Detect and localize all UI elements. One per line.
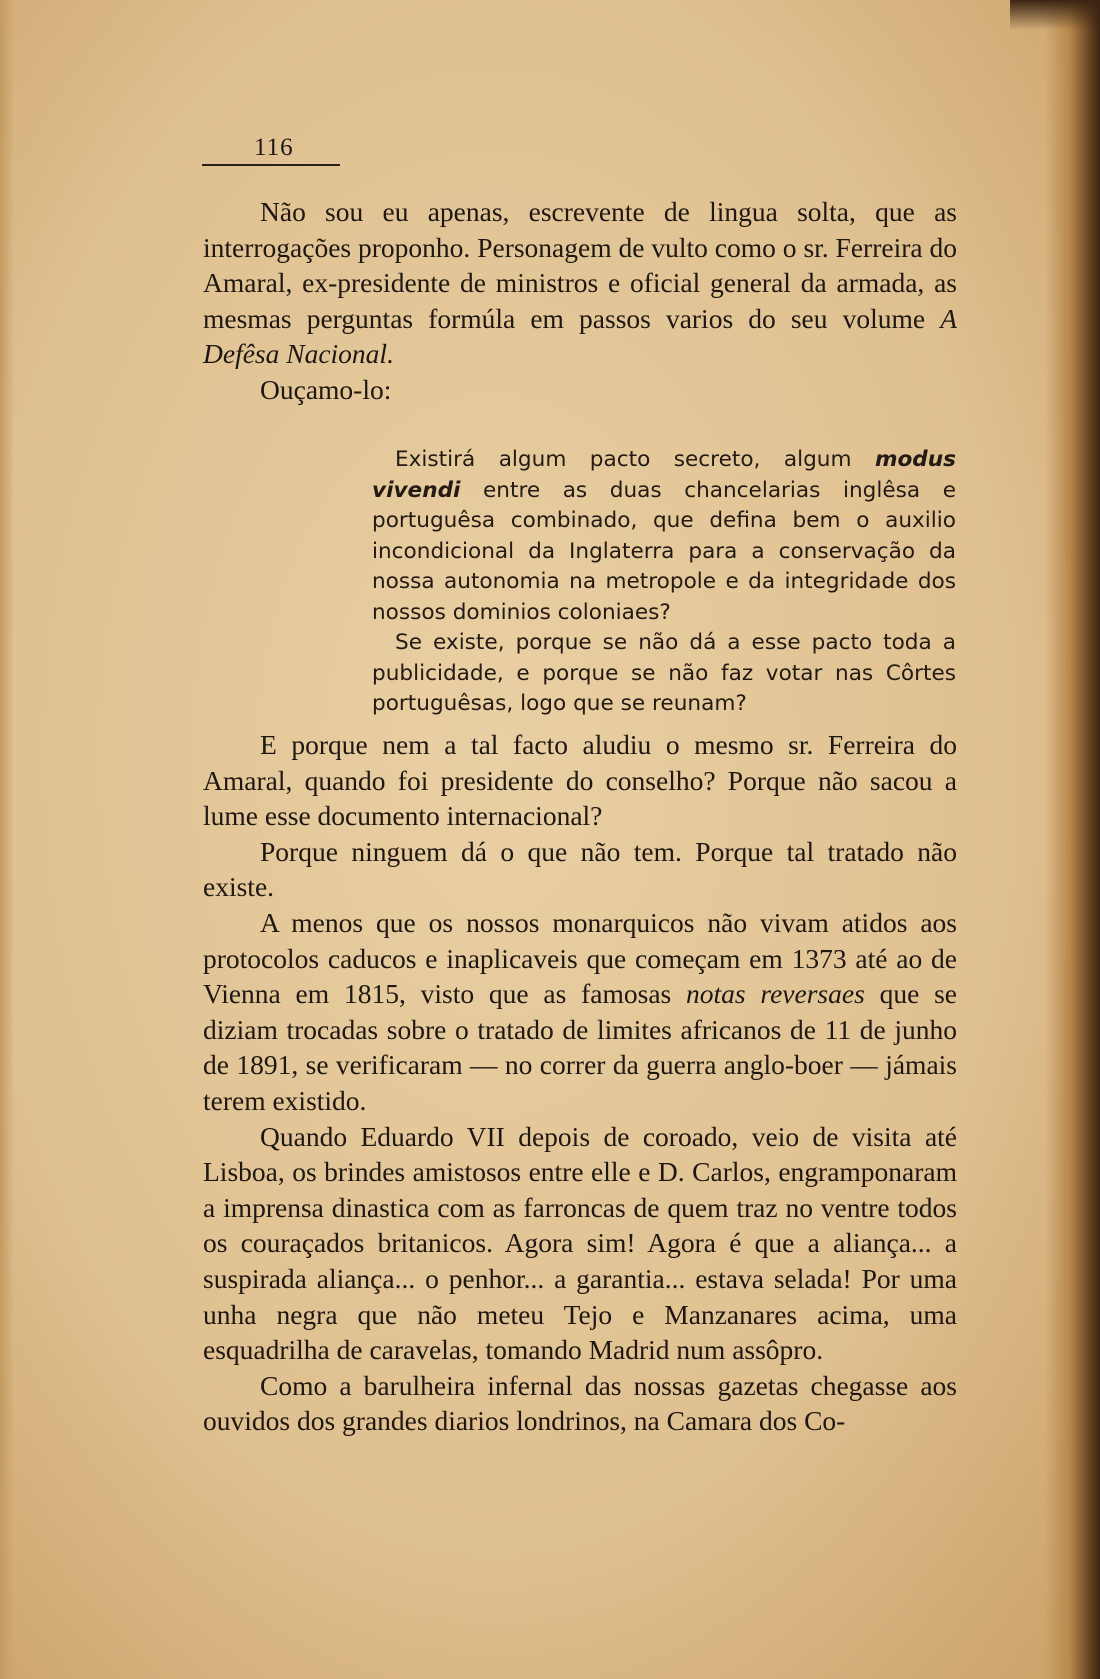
book-title: A Defêsa Nacional. xyxy=(203,302,957,370)
quote-p1-italic: modus vivendi xyxy=(372,447,956,503)
bottom-text-block xyxy=(203,727,957,1439)
page-left-shadow xyxy=(0,0,14,1679)
paragraph-3: E porque nem a tal facto aludiu o mesmo sr. Ferreira do Amaral, quando foi presidente do conselho? Porque não sacou a lume esse documento internacional? xyxy=(203,729,957,832)
quote-p1-rest: entre as duas chancelarias inglêsa e portuguêsa combinado, que defina bem o auxilio incondicional da Inglaterra para a conservação da nossa autonomia na metropole e da integridade dos nossos dominios coloniaes? xyxy=(372,477,956,625)
paragraph-6: Quando Eduardo VII depois de coroado, veio de visita até Lisboa, os brindes amistosos entre elle e D. Carlos, engramponaram a imprensa dinastica com as farroncas de quem traz no ventre todos os couraçados britanicos. Agora sim! Agora é que a aliança... a suspirada aliança... o penhor... a garantia... estava selada! Por uma unha negra que não meteu Tejo e Manzanares acima, uma esquadrilha de caravelas, tomando Madrid num assôpro. xyxy=(203,1120,957,1366)
paragraph-5-rest: que se diziam trocadas sobre o tratado de limites africanos de 11 de junho de 1891, se verificaram — no correr da guerra anglo-boer — jámais terem existido. xyxy=(203,978,957,1116)
paragraph-5-text: A menos que os nossos monarquicos não vivam atidos aos protocolos caducos e inaplicaveis que começam em 1373 até ao de Vienna em 1815, visto que as famosas xyxy=(203,906,957,1010)
top-text-block xyxy=(203,194,957,408)
paragraph-intro xyxy=(203,194,957,372)
paragraph-4: Porque ninguem dá o que não tem. Porque tal tratado não existe. xyxy=(203,835,957,903)
paragraph-5-italic: notas reversaes xyxy=(686,978,865,1010)
page-corner-shadow xyxy=(1010,0,1100,30)
paragraph-7: Como a barulheira infernal das nossas gazetas chegasse aos ouvidos dos grandes diarios londrinos, na Camara dos Co- xyxy=(203,1369,957,1437)
paragraph-oucamo-lo: Ouçamo-lo: xyxy=(260,373,392,405)
quote-p1-text: Existirá algum pacto secreto, algum xyxy=(395,447,875,472)
paragraph-intro-text: Não sou eu apenas, escrevente de lingua solta, que as interrogações proponho. Personagem de vulto como o sr. Ferreira do Amaral, ex-presidente de ministros e oficial general da armada, as mesmas perguntas formúla em passos varios do seu volume xyxy=(203,196,957,334)
page-number: 116 xyxy=(254,134,294,161)
header-rule xyxy=(202,164,340,166)
page-right-edge xyxy=(1045,0,1100,1679)
block-quote xyxy=(372,445,956,720)
paragraph-5 xyxy=(203,905,957,1119)
quote-paragraph-1 xyxy=(372,445,956,628)
quote-paragraph-2: Se existe, porque se não dá a esse pacto toda a publicidade, e porque se não faz votar nas Côrtes portuguêsas, logo que se reunam? xyxy=(372,630,956,716)
